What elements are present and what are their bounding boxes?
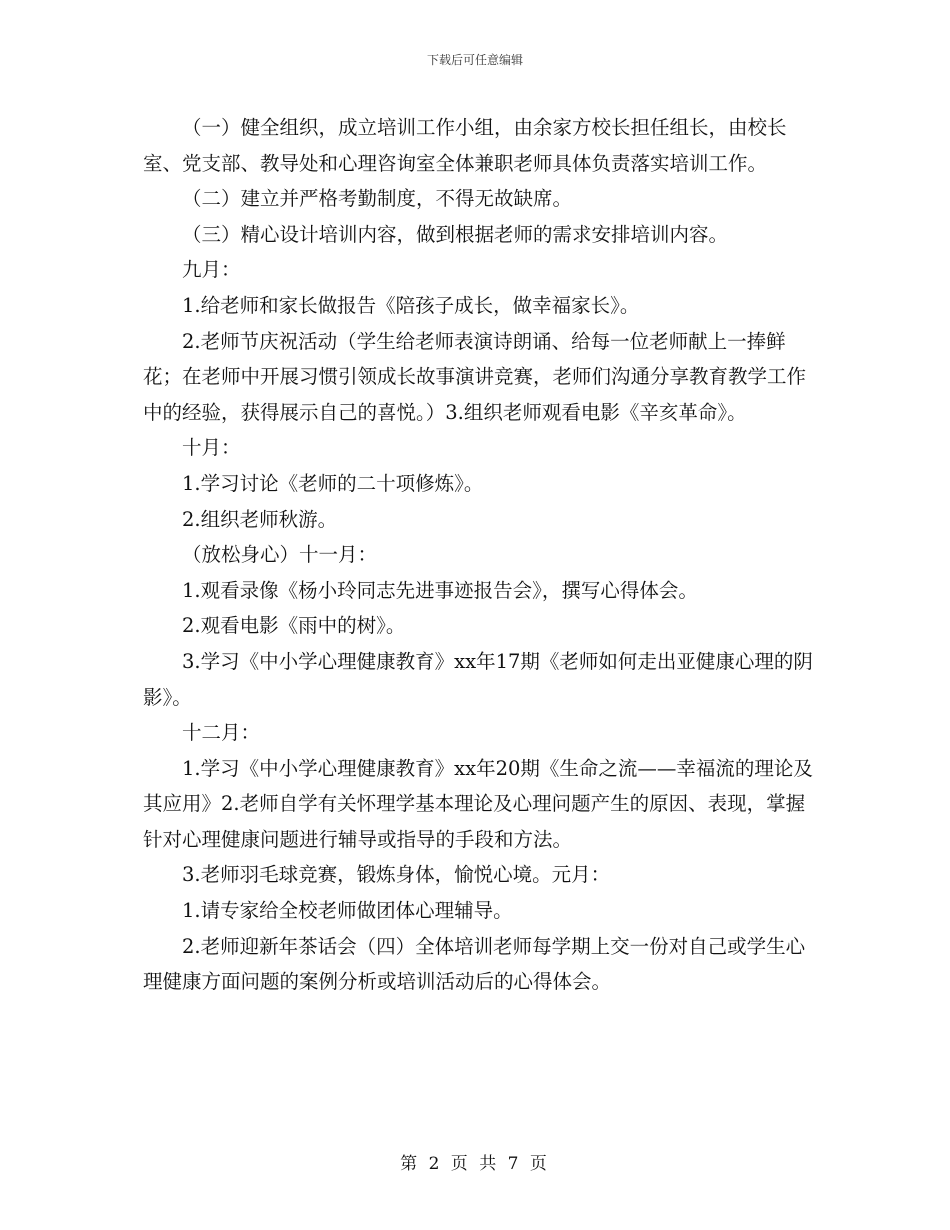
list-item: 1.学习《中小学心理健康教育》xx年20期《生命之流——幸福流的理论及其应用》2.老师自学有关怀理学基本理论及心理问题产生的原因、表现，掌握针对心理健康问题进行辅导或指导的手段和方法。 (143, 756, 813, 851)
page-header: 下载后可任意编辑 (426, 53, 523, 67)
paragraph-attendance: （二）建立并严格考勤制度，不得无故缺席。 (182, 187, 573, 211)
page-footer: 第 2 页 共 7 页 (400, 1154, 550, 1174)
list-item: 2.组织老师秋游。 (182, 507, 338, 531)
month-heading-november: （放松身心）十一月： (182, 543, 378, 567)
paragraph-org: （一）健全组织，成立培训工作小组，由余家方校长担任组长，由校长室、党支部、教导处和心理咨询室全体兼职老师具体负责落实培训工作。 (143, 116, 787, 175)
list-item: 1.观看录像《杨小玲同志先进事迹报告会》，撰写心得体会。 (182, 578, 698, 602)
list-item: 2.老师节庆祝活动（学生给老师表演诗朗诵、给每一位老师献上一捧鲜花；在老师中开展习惯引领成长故事演讲竞赛，老师们沟通分享教育教学工作中的经验，获得展示自己的喜悦。）3.组织老师观看电影《辛亥革命》。 (143, 329, 807, 424)
month-heading-december: 十二月： (182, 721, 261, 745)
list-item: 3.学习《中小学心理健康教育》xx年17期《老师如何走出亚健康心理的阴影》。 (143, 649, 813, 709)
month-heading-october: 十月： (182, 436, 241, 460)
document-body (143, 110, 815, 1000)
list-item: 1.学习讨论《老师的二十项修炼》。 (182, 471, 484, 495)
list-item: 2.老师迎新年茶话会（四）全体培训老师每学期上交一份对自己或学生心理健康方面问题的案例分析或培训活动后的心得体会。 (143, 934, 806, 994)
paragraph-content-design: （三）精心设计培训内容，做到根据老师的需求安排培训内容。 (182, 222, 729, 246)
list-item: 3.老师羽毛球竞赛，锻炼身体，愉悦心境。元月： (182, 863, 611, 887)
month-heading-september: 九月： (182, 258, 241, 282)
list-item: 1.给老师和家长做报告《陪孩子成长，做幸福家长》。 (182, 293, 640, 317)
list-item: 1.请专家给全校老师做团体心理辅导。 (182, 899, 513, 923)
list-item: 2.观看电影《雨中的树》。 (182, 614, 406, 638)
